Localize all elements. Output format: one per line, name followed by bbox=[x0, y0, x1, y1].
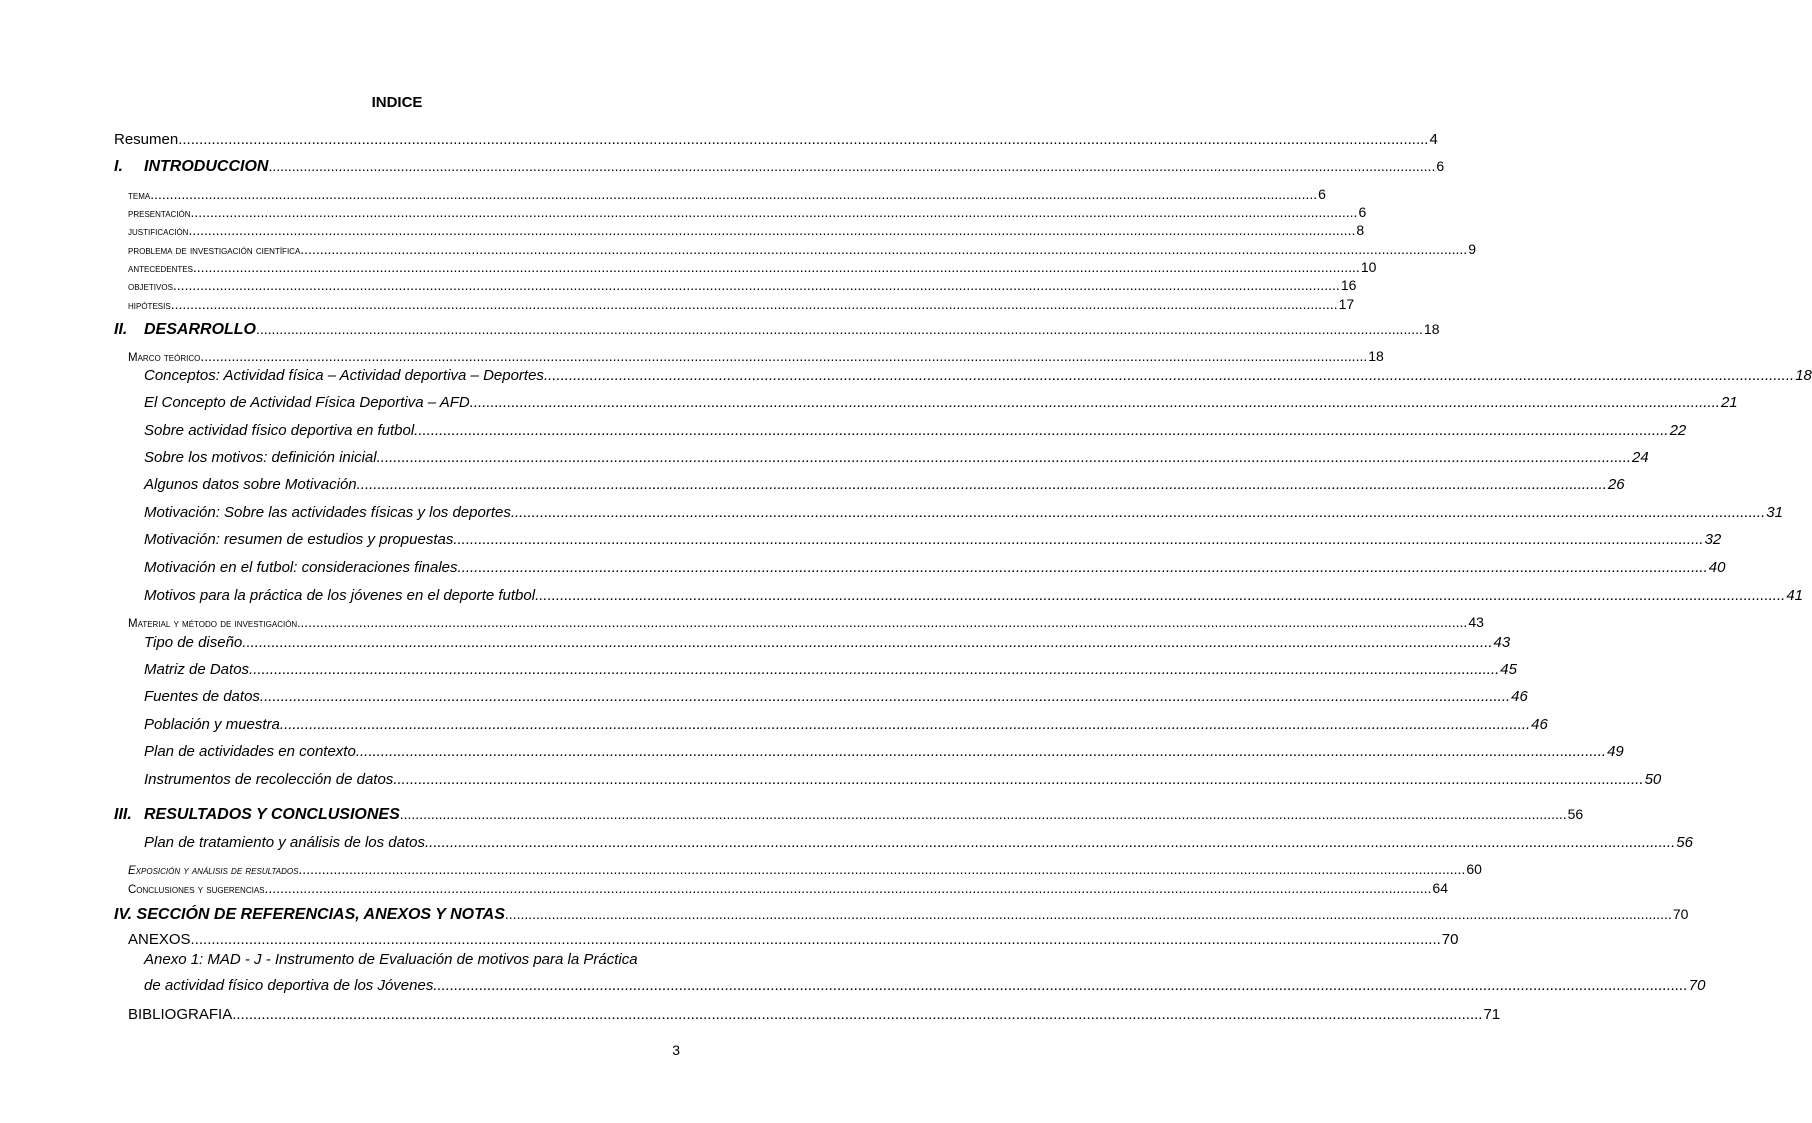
toc-entry-label: hipótesis bbox=[128, 300, 171, 312]
toc-entry-title bbox=[144, 688, 260, 705]
toc-entry-page: 70 bbox=[1672, 906, 1689, 922]
toc-entry-title bbox=[128, 352, 200, 364]
toc-entry[interactable] bbox=[144, 531, 1722, 548]
toc-entry-page: 18 bbox=[1795, 367, 1812, 384]
toc-entry-page: 43 bbox=[1468, 614, 1484, 630]
toc-entry[interactable] bbox=[114, 131, 1438, 148]
toc-entry-page: 41 bbox=[1786, 587, 1803, 604]
toc-entry[interactable] bbox=[114, 906, 1689, 924]
toc-entry-page: 45 bbox=[1500, 661, 1517, 678]
toc-entry[interactable] bbox=[128, 241, 1476, 257]
toc-entry[interactable] bbox=[144, 476, 1625, 493]
toc-leader-dots: ............................................................................................................................................................................................................................................................................................................ bbox=[425, 834, 1676, 851]
toc-leader-dots: ............................................................................................................................................................................................................................................................................................................ bbox=[393, 771, 1644, 788]
toc-entry[interactable] bbox=[144, 716, 1548, 733]
toc-entry-title bbox=[128, 208, 191, 220]
toc-entry-label: Material y método de investigación. bbox=[128, 618, 301, 630]
toc-entry-title bbox=[128, 618, 300, 630]
toc-leader-dots: ............................................................................................................................................................................................................................................................................................................ bbox=[457, 559, 1708, 576]
toc-entry-title bbox=[128, 865, 298, 877]
toc-entry[interactable] bbox=[144, 951, 680, 968]
toc-leader-dots: ............................................................................................................................................................................................................................................................................................................ bbox=[300, 614, 1468, 630]
toc-entry-label: Resumen bbox=[114, 131, 179, 148]
toc-entry-label: Exposición y análisis de resultados bbox=[128, 865, 299, 877]
toc-entry-page: 6 bbox=[1318, 186, 1326, 202]
toc-entry-title bbox=[114, 158, 268, 176]
toc-entry-label: tema bbox=[128, 190, 151, 202]
toc-entry[interactable] bbox=[144, 743, 1624, 760]
toc-entry-page: 18 bbox=[1423, 321, 1440, 337]
toc-entry-label: INTRODUCCION bbox=[144, 158, 269, 175]
toc-entry-label: Sobre los motivos: definición inicial. bbox=[144, 449, 381, 466]
toc-entry-label: RESULTADOS Y CONCLUSIONES bbox=[144, 806, 400, 823]
toc-entry-label: Anexo 1: MAD - J - Instrumento de Evaluación de motivos para la Práctica bbox=[144, 951, 638, 968]
toc-entry[interactable] bbox=[128, 222, 1365, 238]
toc-entry[interactable] bbox=[128, 1006, 1501, 1023]
toc-leader-dots: ............................................................................................................................................................................................................................................................................................................ bbox=[178, 131, 1429, 148]
toc-leader-dots: ............................................................................................................................................................................................................................................................................................................ bbox=[453, 531, 1704, 548]
toc-entry-title bbox=[144, 476, 357, 493]
toc-entry[interactable] bbox=[144, 771, 1662, 788]
toc-entry-page: 32 bbox=[1704, 531, 1722, 548]
toc-entry-title bbox=[114, 321, 256, 339]
toc-entry-title bbox=[144, 367, 544, 384]
toc-entry-page: 31 bbox=[1766, 504, 1783, 521]
toc-entry-page: 46 bbox=[1511, 688, 1528, 705]
toc-entry[interactable] bbox=[128, 204, 1367, 220]
toc-entry-label: Motivación: Sobre las actividades físicas y los deportes. bbox=[144, 504, 516, 521]
toc-entry-title bbox=[144, 531, 453, 548]
toc-entry[interactable] bbox=[144, 449, 1649, 466]
toc-entry-title bbox=[144, 716, 280, 733]
toc-entry-title bbox=[128, 931, 191, 948]
toc-entry-page: 10 bbox=[1360, 259, 1377, 275]
toc-entry-title bbox=[144, 422, 418, 439]
toc-entry-label: Población y muestra bbox=[144, 716, 280, 733]
toc-leader-dots: ............................................................................................................................................................................................................................................................................................................ bbox=[437, 977, 1688, 994]
toc-entry-title bbox=[144, 394, 470, 411]
page-number: 3 bbox=[672, 1042, 680, 1058]
toc-entry[interactable] bbox=[128, 186, 1326, 202]
toc-entry-page: 50 bbox=[1644, 771, 1662, 788]
toc-entry-title bbox=[128, 245, 300, 257]
toc-entry-label: Conceptos: Actividad física – Actividad deportiva – Deportes bbox=[144, 367, 544, 384]
toc-entry-page: 43 bbox=[1493, 634, 1511, 651]
toc-entry[interactable] bbox=[114, 806, 1584, 824]
toc-entry-page: 70 bbox=[1688, 977, 1706, 994]
toc-leader-dots: ............................................................................................................................................................................................................................................................................................................ bbox=[515, 504, 1766, 521]
toc-leader-dots: ............................................................................................................................................................................................................................................................................................................ bbox=[200, 348, 1368, 364]
toc-entry[interactable] bbox=[144, 688, 1528, 705]
toc-entry-title bbox=[114, 906, 505, 924]
toc-entry-title bbox=[144, 504, 515, 521]
toc-leader-dots: ............................................................................................................................................................................................................................................................................................................ bbox=[279, 716, 1531, 733]
toc-entry-label: justificación bbox=[128, 226, 189, 238]
toc-leader-dots: ............................................................................................................................................................................................................................................................................................................ bbox=[300, 241, 1468, 257]
toc-leader-dots: ............................................................................................................................................................................................................................................................................................................ bbox=[264, 880, 1432, 896]
toc-entry-number: I. bbox=[114, 158, 123, 175]
toc-entry-label: Motivación en el futbol: consideraciones finales bbox=[144, 559, 458, 576]
toc-entry-label: presentación bbox=[128, 208, 191, 220]
toc-entry[interactable] bbox=[144, 661, 1517, 678]
toc-entry-page: 24 bbox=[1632, 449, 1649, 466]
toc-entry-page: 56 bbox=[1567, 806, 1584, 822]
toc-entry-page: 71 bbox=[1483, 1006, 1501, 1023]
toc-entry-title bbox=[144, 634, 242, 651]
toc-entry-label: Tipo de diseño bbox=[144, 634, 243, 651]
toc-leader-dots: ............................................................................................................................................................................................................................................................................................................ bbox=[418, 422, 1669, 439]
toc-entry-title bbox=[128, 226, 188, 238]
toc-entry-title bbox=[144, 743, 356, 760]
toc-entry-page: 46 bbox=[1531, 716, 1548, 733]
toc-entry-page: 17 bbox=[1338, 296, 1355, 312]
toc-entry[interactable] bbox=[144, 367, 1812, 384]
toc-entry-label: de actividad físico deportiva de los Jóvenes. bbox=[144, 977, 438, 994]
toc-entry-label: Algunos datos sobre Motivación bbox=[144, 476, 357, 493]
toc-entry-title bbox=[128, 1006, 232, 1023]
toc-entry-number: II. bbox=[114, 321, 128, 338]
toc-leader-dots: ............................................................................................................................................................................................................................................................................................................ bbox=[242, 634, 1493, 651]
toc-entry-label: IV. SECCIÓN DE REFERENCIAS, ANEXOS Y NOTAS bbox=[114, 906, 505, 923]
toc-leader-dots: ............................................................................................................................................................................................................................................................................................................ bbox=[256, 321, 1423, 337]
toc-entry-page: 9 bbox=[1468, 241, 1476, 257]
toc-leader-dots: ............................................................................................................................................................................................................................................................................................................ bbox=[355, 743, 1607, 760]
toc-entry-label: Plan de actividades en contexto bbox=[144, 743, 356, 760]
toc-entry-page: 21 bbox=[1720, 394, 1738, 411]
toc-entry[interactable] bbox=[144, 634, 1511, 651]
toc-entry[interactable] bbox=[114, 321, 1440, 339]
toc-entry-title bbox=[144, 587, 535, 604]
toc-entry[interactable] bbox=[128, 259, 1377, 275]
toc-leader-dots: ............................................................................................................................................................................................................................................................................................................ bbox=[170, 296, 1338, 312]
toc-leader-dots: ............................................................................................................................................................................................................................................................................................................ bbox=[535, 587, 1786, 604]
toc-entry-label: Conclusiones y sugerencias bbox=[128, 884, 265, 896]
toc-entry-label: Plan de tratamiento y análisis de los datos bbox=[144, 834, 425, 851]
toc-leader-dots: ............................................................................................................................................................................................................................................................................................................ bbox=[356, 476, 1607, 493]
toc-entry[interactable] bbox=[128, 277, 1357, 293]
toc-leader-dots: ............................................................................................................................................................................................................................................................................................................ bbox=[172, 277, 1340, 293]
toc-entry-title bbox=[128, 300, 171, 312]
toc-entry-page: 49 bbox=[1607, 743, 1624, 760]
toc-leader-dots: ............................................................................................................................................................................................................................................................................................................ bbox=[504, 906, 1672, 922]
toc-entry-page: 60 bbox=[1466, 861, 1482, 877]
toc-entry[interactable] bbox=[128, 931, 1459, 948]
toc-leader-dots: ............................................................................................................................................................................................................................................................................................................ bbox=[249, 661, 1500, 678]
toc-entry-page: 16 bbox=[1340, 277, 1357, 293]
toc-entry-label: Motivación: resumen de estudios y propuestas bbox=[144, 531, 454, 548]
toc-leader-dots: ............................................................................................................................................................................................................................................................................................................ bbox=[399, 806, 1567, 822]
toc-entry[interactable] bbox=[128, 348, 1384, 364]
toc-entry-page: 70 bbox=[1441, 931, 1459, 948]
toc-entry-label: problema de investigación científica bbox=[128, 245, 301, 257]
toc-leader-dots: ............................................................................................................................................................................................................................................................................................................ bbox=[150, 186, 1318, 202]
toc-entry[interactable] bbox=[144, 394, 1738, 411]
toc-entry-label: Fuentes de datos bbox=[144, 688, 260, 705]
toc-entry-label: Matriz de Datos bbox=[144, 661, 250, 678]
toc-leader-dots: ............................................................................................................................................................................................................................................................................................................ bbox=[190, 204, 1358, 220]
toc-entry-title bbox=[128, 263, 193, 275]
toc-leader-dots: ............................................................................................................................................................................................................................................................................................................ bbox=[192, 259, 1360, 275]
toc-leader-dots: ............................................................................................................................................................................................................................................................................................................ bbox=[543, 367, 1795, 384]
toc-entry[interactable] bbox=[144, 422, 1687, 439]
toc-entry[interactable] bbox=[114, 158, 1445, 176]
toc-entry-label: BIBLIOGRAFIA bbox=[128, 1006, 233, 1023]
toc-entry-label: ANEXOS bbox=[128, 931, 191, 948]
toc-leader-dots: ............................................................................................................................................................................................................................................................................................................ bbox=[188, 222, 1356, 238]
toc-entry-title bbox=[144, 559, 458, 576]
toc-leader-dots: ............................................................................................................................................................................................................................................................................................................ bbox=[298, 861, 1466, 877]
toc-entry-label: DESARROLLO bbox=[144, 321, 256, 338]
toc-entry[interactable] bbox=[128, 296, 1355, 312]
toc-entry-page: 4 bbox=[1429, 131, 1438, 148]
toc-entry-page: 56 bbox=[1676, 834, 1693, 851]
toc-entry-page: 26 bbox=[1607, 476, 1625, 493]
toc-entry[interactable] bbox=[144, 834, 1693, 851]
toc-leader-dots: ............................................................................................................................................................................................................................................................................................................ bbox=[259, 688, 1511, 705]
toc-entry[interactable] bbox=[144, 559, 1726, 576]
toc-entry-title bbox=[114, 131, 178, 148]
toc-entry-page: 40 bbox=[1708, 559, 1726, 576]
toc-leader-dots: ............................................................................................................................................................................................................................................................................................................ bbox=[268, 158, 1436, 174]
toc-entry-page: 18 bbox=[1368, 348, 1384, 364]
toc-entry-label: Marco teórico bbox=[128, 352, 201, 364]
toc-entry-page: 6 bbox=[1436, 158, 1445, 174]
toc-leader-dots: ............................................................................................................................................................................................................................................................................................................ bbox=[190, 931, 1441, 948]
toc-entry-title bbox=[144, 771, 393, 788]
toc-entry-title bbox=[128, 884, 265, 896]
toc-entry-page: 6 bbox=[1358, 204, 1367, 220]
toc-entry-title bbox=[114, 806, 400, 824]
toc-entry[interactable] bbox=[144, 977, 1706, 994]
toc-entry-title bbox=[144, 977, 438, 994]
toc-entry-title bbox=[144, 449, 381, 466]
toc-entry-page: 64 bbox=[1432, 880, 1448, 896]
toc-leader-dots: ............................................................................................................................................................................................................................................................................................................ bbox=[380, 449, 1632, 466]
toc-entry-label: antecedentes bbox=[128, 263, 193, 275]
page-title: INDICE bbox=[371, 94, 423, 111]
toc-entry-page: 22 bbox=[1669, 422, 1687, 439]
toc-entry-title bbox=[128, 281, 173, 293]
toc-entry-label: Sobre actividad físico deportiva en futbol. bbox=[144, 422, 419, 439]
toc-entry[interactable] bbox=[128, 614, 1484, 630]
toc-entry[interactable] bbox=[128, 880, 1448, 896]
toc-entry-title bbox=[144, 951, 638, 968]
toc-entry[interactable] bbox=[144, 504, 1783, 521]
toc-leader-dots: ............................................................................................................................................................................................................................................................................................................ bbox=[469, 394, 1720, 411]
toc-entry-number: III. bbox=[114, 806, 132, 823]
toc-entry-label: El Concepto de Actividad Física Deportiva – AFD bbox=[144, 394, 470, 411]
toc-entry-title bbox=[128, 190, 150, 202]
toc-entry-title bbox=[144, 834, 425, 851]
toc-leader-dots: ............................................................................................................................................................................................................................................................................................................ bbox=[232, 1006, 1483, 1023]
toc-entry[interactable] bbox=[128, 861, 1482, 877]
toc-entry[interactable] bbox=[144, 587, 1803, 604]
toc-entry-label: Motivos para la práctica de los jóvenes en el deporte futbol bbox=[144, 587, 536, 604]
toc-entry-page: 8 bbox=[1356, 222, 1365, 238]
toc-entry-title bbox=[144, 661, 249, 678]
toc-entry-label: Instrumentos de recolección de datos bbox=[144, 771, 394, 788]
toc-entry-label: objetivos bbox=[128, 281, 173, 293]
